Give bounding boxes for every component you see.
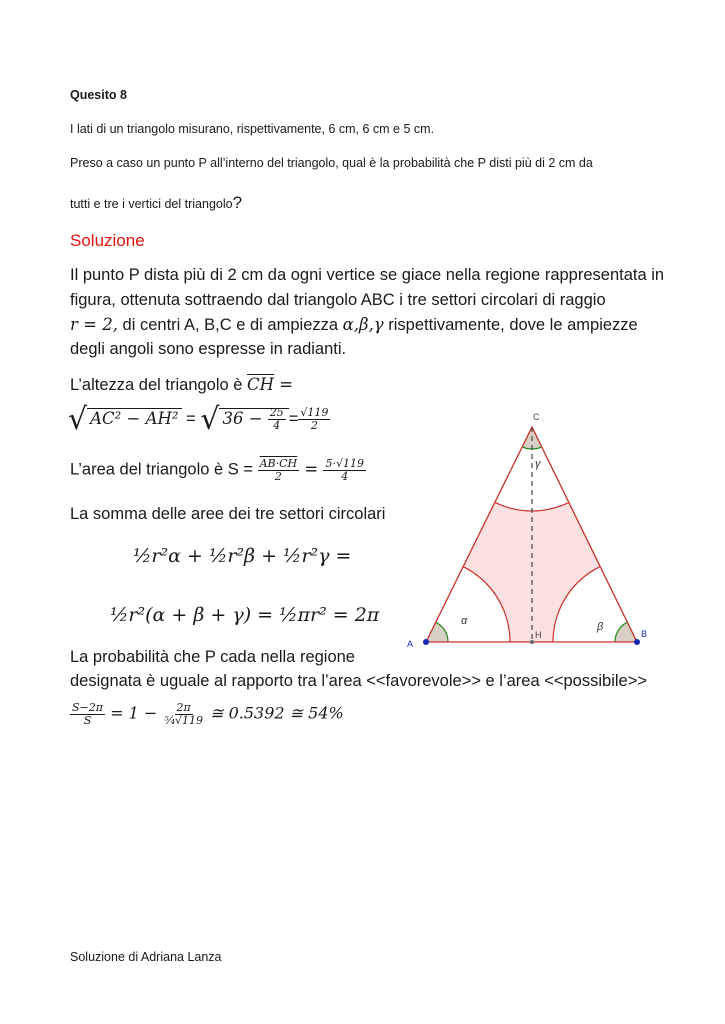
area-result-num: 5·√119 — [325, 457, 364, 470]
prob-equals: = 1 − — [104, 703, 163, 723]
problem-line-1: I lati di un triangolo misurano, rispettivamente, 6 cm, 6 cm e 5 cm. — [70, 122, 435, 136]
paragraph-line-2: figura, ottenuta sottraendo dal triangolo ABC i tre settori circolari di raggio — [70, 291, 606, 309]
sectors-label: La somma delle aree dei tre settori circolari — [70, 505, 386, 523]
label-gamma: γ — [535, 458, 541, 470]
sqrt-symbol-1: √ — [68, 402, 88, 437]
paragraph-line-3 — [70, 315, 638, 335]
sqrt-symbol-2: √ — [200, 402, 220, 437]
area-equals: = — [299, 459, 324, 479]
point-b — [634, 639, 640, 645]
angle-names: α,β,γ — [342, 315, 384, 334]
label-h: H — [535, 630, 542, 640]
area-line — [70, 458, 366, 482]
prob-fraction-2 — [162, 702, 205, 726]
label-b: B — [641, 629, 648, 639]
problem-line-3-text: tutti e tre i vertici del triangolo — [70, 197, 233, 211]
solution-heading: Soluzione — [70, 231, 145, 250]
prob-fraction — [70, 702, 105, 726]
point-a — [423, 639, 429, 645]
prob-result: ≅ 0.5392 ≅ 54% — [205, 703, 344, 723]
height-result — [298, 407, 330, 431]
prob-frac2-num: 2π — [176, 701, 191, 714]
height-inner-a: 36 − — [222, 408, 268, 428]
height-formula — [68, 402, 330, 437]
height-inner — [219, 406, 288, 432]
height-result-den: 2 — [310, 419, 318, 432]
point-h — [530, 640, 534, 644]
label-alpha: α — [461, 615, 468, 627]
sectors-equation-2: ½r²(α + β + γ) = ½πr² = 2π — [110, 604, 380, 626]
height-equals: = — [274, 375, 294, 394]
probability-formula — [70, 702, 344, 726]
label-c: C — [533, 412, 540, 422]
area-fraction — [258, 458, 300, 482]
fraction-25-4 — [268, 407, 286, 431]
prob-frac2-den: ⁵⁄₄√119 — [164, 713, 203, 727]
paragraph-line-4: degli angoli sono espresse in radianti. — [70, 340, 347, 358]
prob-frac-num: S−2π — [72, 701, 103, 714]
sectors-equation-1: ½r²α + ½r²β + ½r²γ = — [133, 545, 352, 567]
problem-line-3 — [70, 193, 242, 213]
triangle-figure — [400, 405, 662, 655]
footer: Soluzione di Adriana Lanza — [70, 950, 222, 964]
fraction-num: 25 — [269, 406, 284, 420]
area-label: L’area del triangolo è S = — [70, 460, 258, 479]
radius-equation: r = 2, — [70, 315, 118, 334]
area-result — [323, 458, 366, 482]
height-label-line — [70, 375, 293, 395]
height-result-num: √119 — [300, 406, 329, 420]
area-frac-num: AB·CH — [259, 457, 298, 470]
area-frac-den: 2 — [274, 469, 282, 483]
fraction-den: 4 — [273, 418, 281, 432]
question-mark: ? — [232, 193, 243, 212]
segment-ch: $\overline{CH}$ — [247, 375, 275, 394]
height-label: L’altezza del triangolo è — [70, 376, 248, 394]
label-a: A — [407, 639, 414, 649]
paragraph-line-3-text: di centri A, B,C e di ampiezza — [117, 316, 343, 334]
height-equals-2: = — [181, 409, 201, 428]
area-result-den: 4 — [341, 469, 349, 483]
label-beta: β — [597, 621, 604, 633]
probability-line-2: designata è uguale al rapporto tra l’area <<favorevole>> e l’area <<possibile>> — [70, 672, 647, 690]
problem-line-2: Preso a caso un punto P all’interno del triangolo, qual è la probabilità che P disti più di 2 cm da — [70, 156, 593, 170]
question-title: Quesito 8 — [70, 88, 127, 102]
paragraph-line-1: Il punto P dista più di 2 cm da ogni vertice se giace nella regione rappresentata in — [70, 266, 665, 284]
paragraph-line-3-rest: rispettivamente, dove le ampiezze — [383, 316, 638, 334]
prob-frac-den: S — [83, 713, 92, 727]
height-equals-3: = — [288, 409, 299, 428]
probability-line-1: La probabilità che P cada nella regione — [70, 648, 355, 666]
height-sqrt-body: AC² − AH² — [87, 408, 181, 428]
